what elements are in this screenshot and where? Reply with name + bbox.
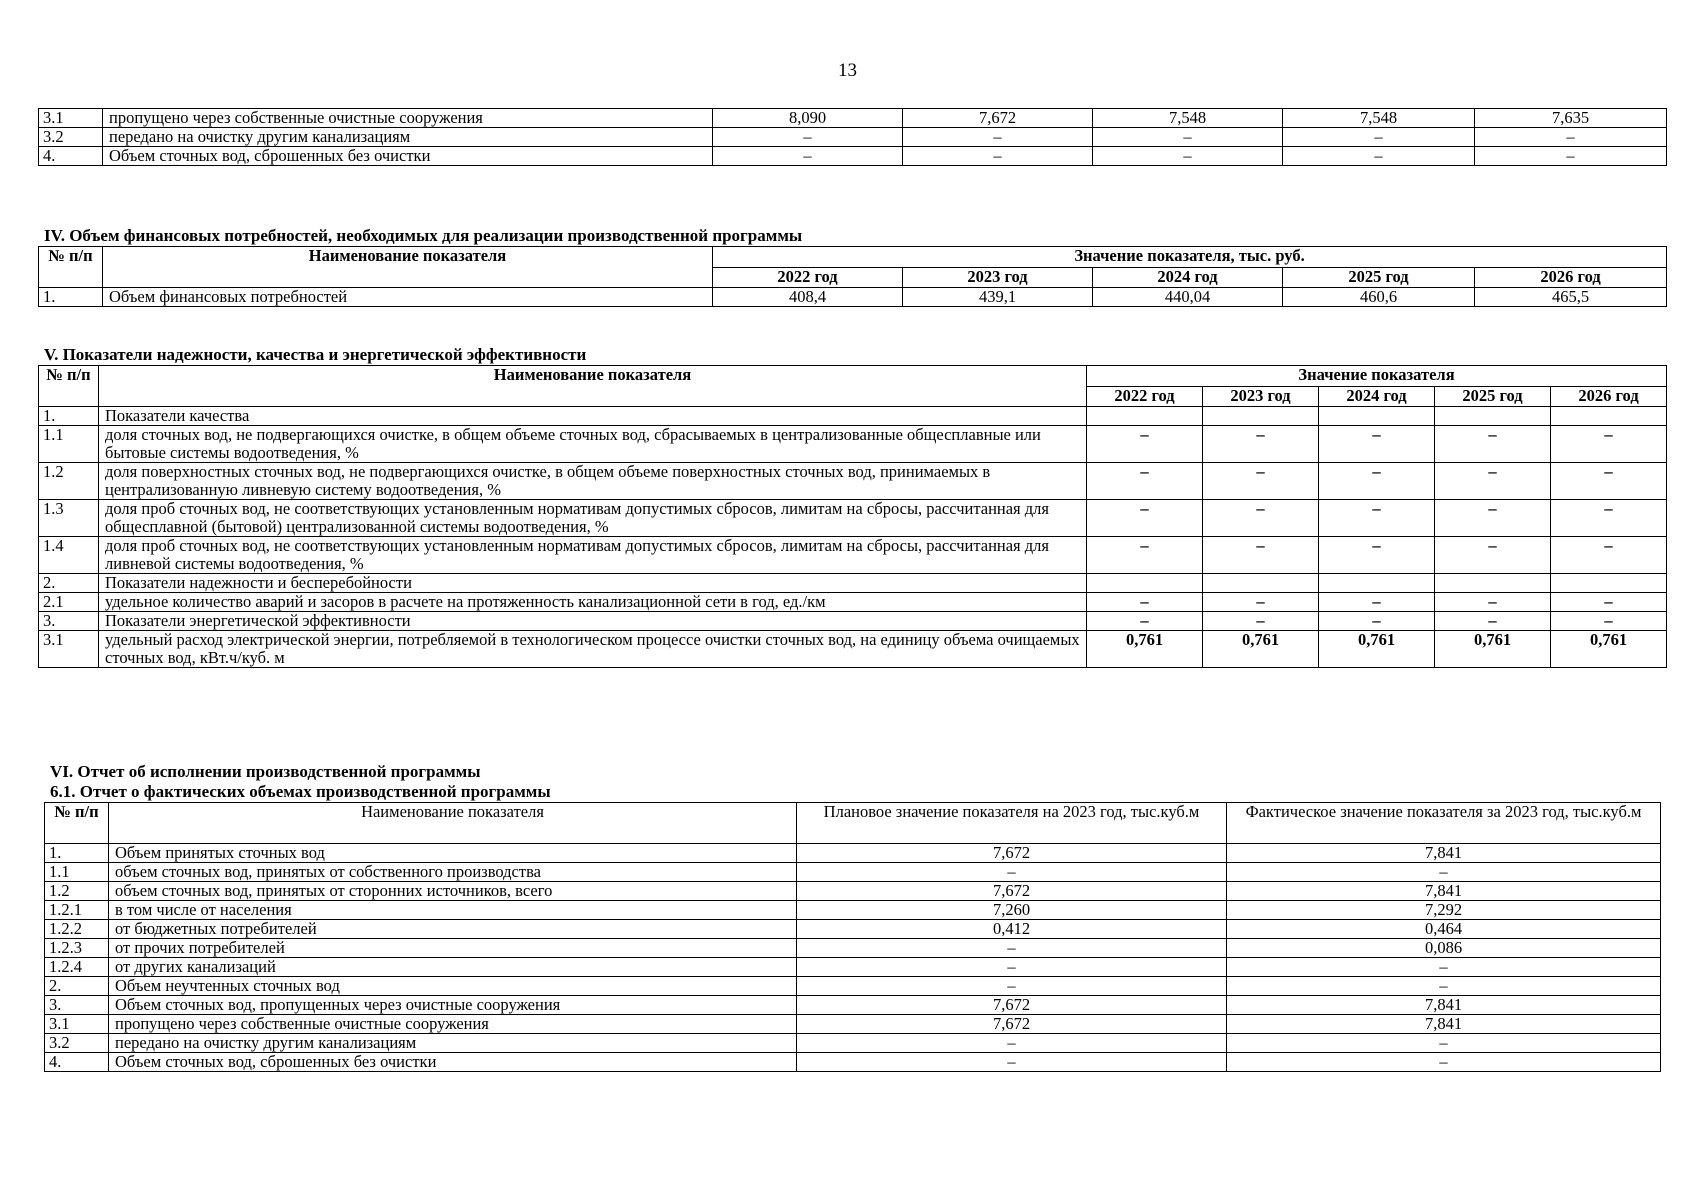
row-value: – <box>713 128 903 147</box>
row-fact-value: 7,841 <box>1227 996 1661 1015</box>
row-index: 2. <box>39 574 99 593</box>
row-name: пропущено через собственные очистные сооружения <box>103 109 713 128</box>
row-value: – <box>1551 463 1667 500</box>
year-header: 2023 год <box>1203 386 1319 407</box>
row-name: от других канализаций <box>109 958 797 977</box>
row-value <box>1435 574 1551 593</box>
row-value: 7,548 <box>1283 109 1475 128</box>
section6-header-plan: Плановое значение показателя на 2023 год, тыс.куб.м <box>797 803 1227 844</box>
row-index: 1.2.4 <box>45 958 109 977</box>
row-value: – <box>1283 128 1475 147</box>
section4-header-name: Наименование показателя <box>103 247 713 288</box>
table-row <box>39 128 1667 147</box>
row-value: – <box>1551 537 1667 574</box>
row-name: объем сточных вод, принятых от собственного производства <box>109 863 797 882</box>
table-row <box>45 1053 1661 1072</box>
table-row <box>45 920 1661 939</box>
row-index: 1.4 <box>39 537 99 574</box>
row-value <box>1087 407 1203 426</box>
row-fact-value: 7,841 <box>1227 844 1661 863</box>
year-header: 2026 год <box>1475 267 1667 288</box>
table-row <box>39 109 1667 128</box>
row-value: – <box>713 147 903 166</box>
row-index: 1. <box>45 844 109 863</box>
section6-rows <box>45 844 1661 1072</box>
table-row <box>39 463 1667 500</box>
row-value <box>1203 407 1319 426</box>
table-row <box>45 977 1661 996</box>
row-index: 3.1 <box>39 109 103 128</box>
year-header: 2024 год <box>1093 267 1283 288</box>
section3-rows <box>39 109 1667 166</box>
table-row <box>39 631 1667 668</box>
table-row <box>39 593 1667 612</box>
row-value: – <box>1319 426 1435 463</box>
row-index: 3.2 <box>39 128 103 147</box>
row-plan-value: 7,672 <box>797 996 1227 1015</box>
row-value: 439,1 <box>903 288 1093 307</box>
row-value: – <box>1435 612 1551 631</box>
row-name: от прочих потребителей <box>109 939 797 958</box>
row-index: 1.3 <box>39 500 99 537</box>
row-index: 3. <box>39 612 99 631</box>
row-value: – <box>1087 537 1203 574</box>
year-header: 2024 год <box>1319 386 1435 407</box>
row-index: 3. <box>45 996 109 1015</box>
table-row <box>45 901 1661 920</box>
row-value: – <box>1435 500 1551 537</box>
table-row <box>45 863 1661 882</box>
row-index: 2. <box>45 977 109 996</box>
row-name: Показатели надежности и бесперебойности <box>99 574 1087 593</box>
row-plan-value: 7,672 <box>797 1015 1227 1034</box>
row-value: – <box>1435 593 1551 612</box>
row-value: 465,5 <box>1475 288 1667 307</box>
row-value <box>1435 407 1551 426</box>
row-name: от бюджетных потребителей <box>109 920 797 939</box>
row-name: Объем неучтенных сточных вод <box>109 977 797 996</box>
row-fact-value: – <box>1227 958 1661 977</box>
row-value: 408,4 <box>713 288 903 307</box>
row-plan-value: 7,260 <box>797 901 1227 920</box>
table-row <box>39 574 1667 593</box>
row-fact-value: 7,841 <box>1227 882 1661 901</box>
row-value: – <box>1203 426 1319 463</box>
row-value <box>1203 574 1319 593</box>
row-fact-value: – <box>1227 1053 1661 1072</box>
row-value: – <box>1475 147 1667 166</box>
row-index: 1. <box>39 407 99 426</box>
row-value: – <box>903 128 1093 147</box>
table-row <box>45 1015 1661 1034</box>
row-fact-value: 7,292 <box>1227 901 1661 920</box>
row-value: – <box>1551 612 1667 631</box>
year-header: 2026 год <box>1551 386 1667 407</box>
year-header: 2025 год <box>1283 267 1475 288</box>
row-plan-value: – <box>797 977 1227 996</box>
year-header: 2023 год <box>903 267 1093 288</box>
row-fact-value: – <box>1227 1034 1661 1053</box>
section6 <box>44 762 1661 1072</box>
year-header: 2022 год <box>713 267 903 288</box>
row-value <box>1319 574 1435 593</box>
section3-continued <box>38 108 1667 166</box>
row-value: – <box>1319 612 1435 631</box>
row-plan-value: – <box>797 1053 1227 1072</box>
row-value: – <box>903 147 1093 166</box>
table-row <box>45 996 1661 1015</box>
section5 <box>38 345 1667 668</box>
row-value <box>1087 574 1203 593</box>
row-index: 3.1 <box>45 1015 109 1034</box>
row-name: доля сточных вод, не подвергающихся очистке, в общем объеме сточных вод, сбрасываемых в централизованные общесплавные или бытовые системы водоотведения, % <box>99 426 1087 463</box>
row-name: Показатели качества <box>99 407 1087 426</box>
row-value: 7,635 <box>1475 109 1667 128</box>
row-name: передано на очистку другим канализациям <box>103 128 713 147</box>
row-value: – <box>1087 426 1203 463</box>
section3-table <box>38 108 1667 166</box>
row-value: – <box>1203 463 1319 500</box>
row-plan-value: 7,672 <box>797 844 1227 863</box>
table-row <box>39 426 1667 463</box>
row-name: доля проб сточных вод, не соответствующих установленным нормативам допустимых сбросов, лимитам на сбросы, рассчитанная для ливневой системы водоотведения, % <box>99 537 1087 574</box>
row-name: передано на очистку другим канализациям <box>109 1034 797 1053</box>
row-value: – <box>1203 593 1319 612</box>
row-value: – <box>1551 593 1667 612</box>
row-name: объем сточных вод, принятых от сторонних источников, всего <box>109 882 797 901</box>
section6-header-name: Наименование показателя <box>109 803 797 844</box>
table-row <box>45 1034 1661 1053</box>
row-value: – <box>1087 463 1203 500</box>
section4-title: IV. Объем финансовых потребностей, необходимых для реализации производственной программы <box>44 226 803 245</box>
page-number: 13 <box>838 60 857 81</box>
section5-title: V. Показатели надежности, качества и энергетической эффективности <box>44 345 587 364</box>
row-name: Объем принятых сточных вод <box>109 844 797 863</box>
row-fact-value: – <box>1227 977 1661 996</box>
row-value <box>1319 407 1435 426</box>
year-header: 2022 год <box>1087 386 1203 407</box>
table-row <box>45 844 1661 863</box>
row-name: удельный расход электрической энергии, потребляемой в технологическом процессе очистки сточных вод, на единицу объема очищаемых сточных вод, кВт.ч/куб. м <box>99 631 1087 668</box>
section5-rows <box>39 407 1667 668</box>
row-value: 0,761 <box>1319 631 1435 668</box>
row-name: Объем сточных вод, пропущенных через очистные сооружения <box>109 996 797 1015</box>
row-plan-value: – <box>797 958 1227 977</box>
row-value: 460,6 <box>1283 288 1475 307</box>
row-value <box>1551 407 1667 426</box>
row-plan-value: – <box>797 939 1227 958</box>
row-plan-value: – <box>797 863 1227 882</box>
row-index: 4. <box>39 147 103 166</box>
row-value: – <box>1093 128 1283 147</box>
table-row <box>45 958 1661 977</box>
row-name: Показатели энергетической эффективности <box>99 612 1087 631</box>
row-value: 0,761 <box>1435 631 1551 668</box>
section6-title: VI. Отчет об исполнении производственной программы <box>50 762 481 781</box>
row-value: – <box>1203 612 1319 631</box>
year-header: 2025 год <box>1435 386 1551 407</box>
row-value: 7,548 <box>1093 109 1283 128</box>
section4-header-no: № п/п <box>39 247 103 288</box>
section4-header-values: Значение показателя, тыс. руб. <box>713 247 1667 268</box>
row-value: – <box>1203 500 1319 537</box>
row-fact-value: 0,464 <box>1227 920 1661 939</box>
row-fact-value: 7,841 <box>1227 1015 1661 1034</box>
section4 <box>38 226 1667 307</box>
row-value: 7,672 <box>903 109 1093 128</box>
row-value: – <box>1435 426 1551 463</box>
section4-rows <box>39 288 1667 307</box>
section6-subtitle: 6.1. Отчет о фактических объемах производственной программы <box>50 782 551 801</box>
row-value: – <box>1551 426 1667 463</box>
table-row <box>39 500 1667 537</box>
row-value: – <box>1319 500 1435 537</box>
row-index: 1.2 <box>39 463 99 500</box>
table-row <box>39 537 1667 574</box>
row-index: 1.1 <box>45 863 109 882</box>
row-name: Объем сточных вод, сброшенных без очистки <box>109 1053 797 1072</box>
row-value: – <box>1319 463 1435 500</box>
row-index: 3.1 <box>39 631 99 668</box>
row-name: доля проб сточных вод, не соответствующих установленным нормативам допустимых сбросов, лимитам на сбросы, рассчитанная для общесплавной (бытовой) централизованной системы водоотведения, % <box>99 500 1087 537</box>
row-plan-value: 0,412 <box>797 920 1227 939</box>
row-value: – <box>1087 593 1203 612</box>
row-index: 1. <box>39 288 103 307</box>
row-value: 0,761 <box>1203 631 1319 668</box>
row-index: 1.1 <box>39 426 99 463</box>
row-name: Объем сточных вод, сброшенных без очистки <box>103 147 713 166</box>
row-value: 8,090 <box>713 109 903 128</box>
section5-header-values: Значение показателя <box>1087 366 1667 387</box>
section5-header-no: № п/п <box>39 366 99 407</box>
row-value: – <box>1319 593 1435 612</box>
row-value: – <box>1551 500 1667 537</box>
row-name: пропущено через собственные очистные сооружения <box>109 1015 797 1034</box>
section4-table <box>38 246 1667 307</box>
row-fact-value: – <box>1227 863 1661 882</box>
row-name: удельное количество аварий и засоров в расчете на протяженность канализационной сети в год, ед./км <box>99 593 1087 612</box>
section6-header-no: № п/п <box>45 803 109 844</box>
row-value: – <box>1435 537 1551 574</box>
row-value: – <box>1093 147 1283 166</box>
row-value: – <box>1203 537 1319 574</box>
section6-header-fact: Фактическое значение показателя за 2023 год, тыс.куб.м <box>1227 803 1661 844</box>
table-row <box>39 407 1667 426</box>
row-value: – <box>1087 500 1203 537</box>
table-row <box>39 288 1667 307</box>
row-value: – <box>1319 537 1435 574</box>
row-value: – <box>1087 612 1203 631</box>
row-name: доля поверхностных сточных вод, не подвергающихся очистке, в общем объеме поверхностных сточных вод, принимаемых в централизованную ливневую систему водоотведения, % <box>99 463 1087 500</box>
table-row <box>39 612 1667 631</box>
row-index: 3.2 <box>45 1034 109 1053</box>
row-value: – <box>1435 463 1551 500</box>
row-name: в том числе от населения <box>109 901 797 920</box>
row-value: – <box>1283 147 1475 166</box>
row-value: 440,04 <box>1093 288 1283 307</box>
row-index: 1.2.3 <box>45 939 109 958</box>
row-fact-value: 0,086 <box>1227 939 1661 958</box>
table-row <box>45 939 1661 958</box>
section5-table <box>38 365 1667 668</box>
row-value: 0,761 <box>1087 631 1203 668</box>
section5-header-name: Наименование показателя <box>99 366 1087 407</box>
section6-table <box>44 802 1661 1072</box>
row-plan-value: 7,672 <box>797 882 1227 901</box>
row-value: 0,761 <box>1551 631 1667 668</box>
row-index: 1.2.1 <box>45 901 109 920</box>
row-index: 1.2 <box>45 882 109 901</box>
row-name: Объем финансовых потребностей <box>103 288 713 307</box>
row-value: – <box>1475 128 1667 147</box>
row-value <box>1551 574 1667 593</box>
row-index: 2.1 <box>39 593 99 612</box>
row-index: 1.2.2 <box>45 920 109 939</box>
row-plan-value: – <box>797 1034 1227 1053</box>
table-row <box>39 147 1667 166</box>
row-index: 4. <box>45 1053 109 1072</box>
table-row <box>45 882 1661 901</box>
